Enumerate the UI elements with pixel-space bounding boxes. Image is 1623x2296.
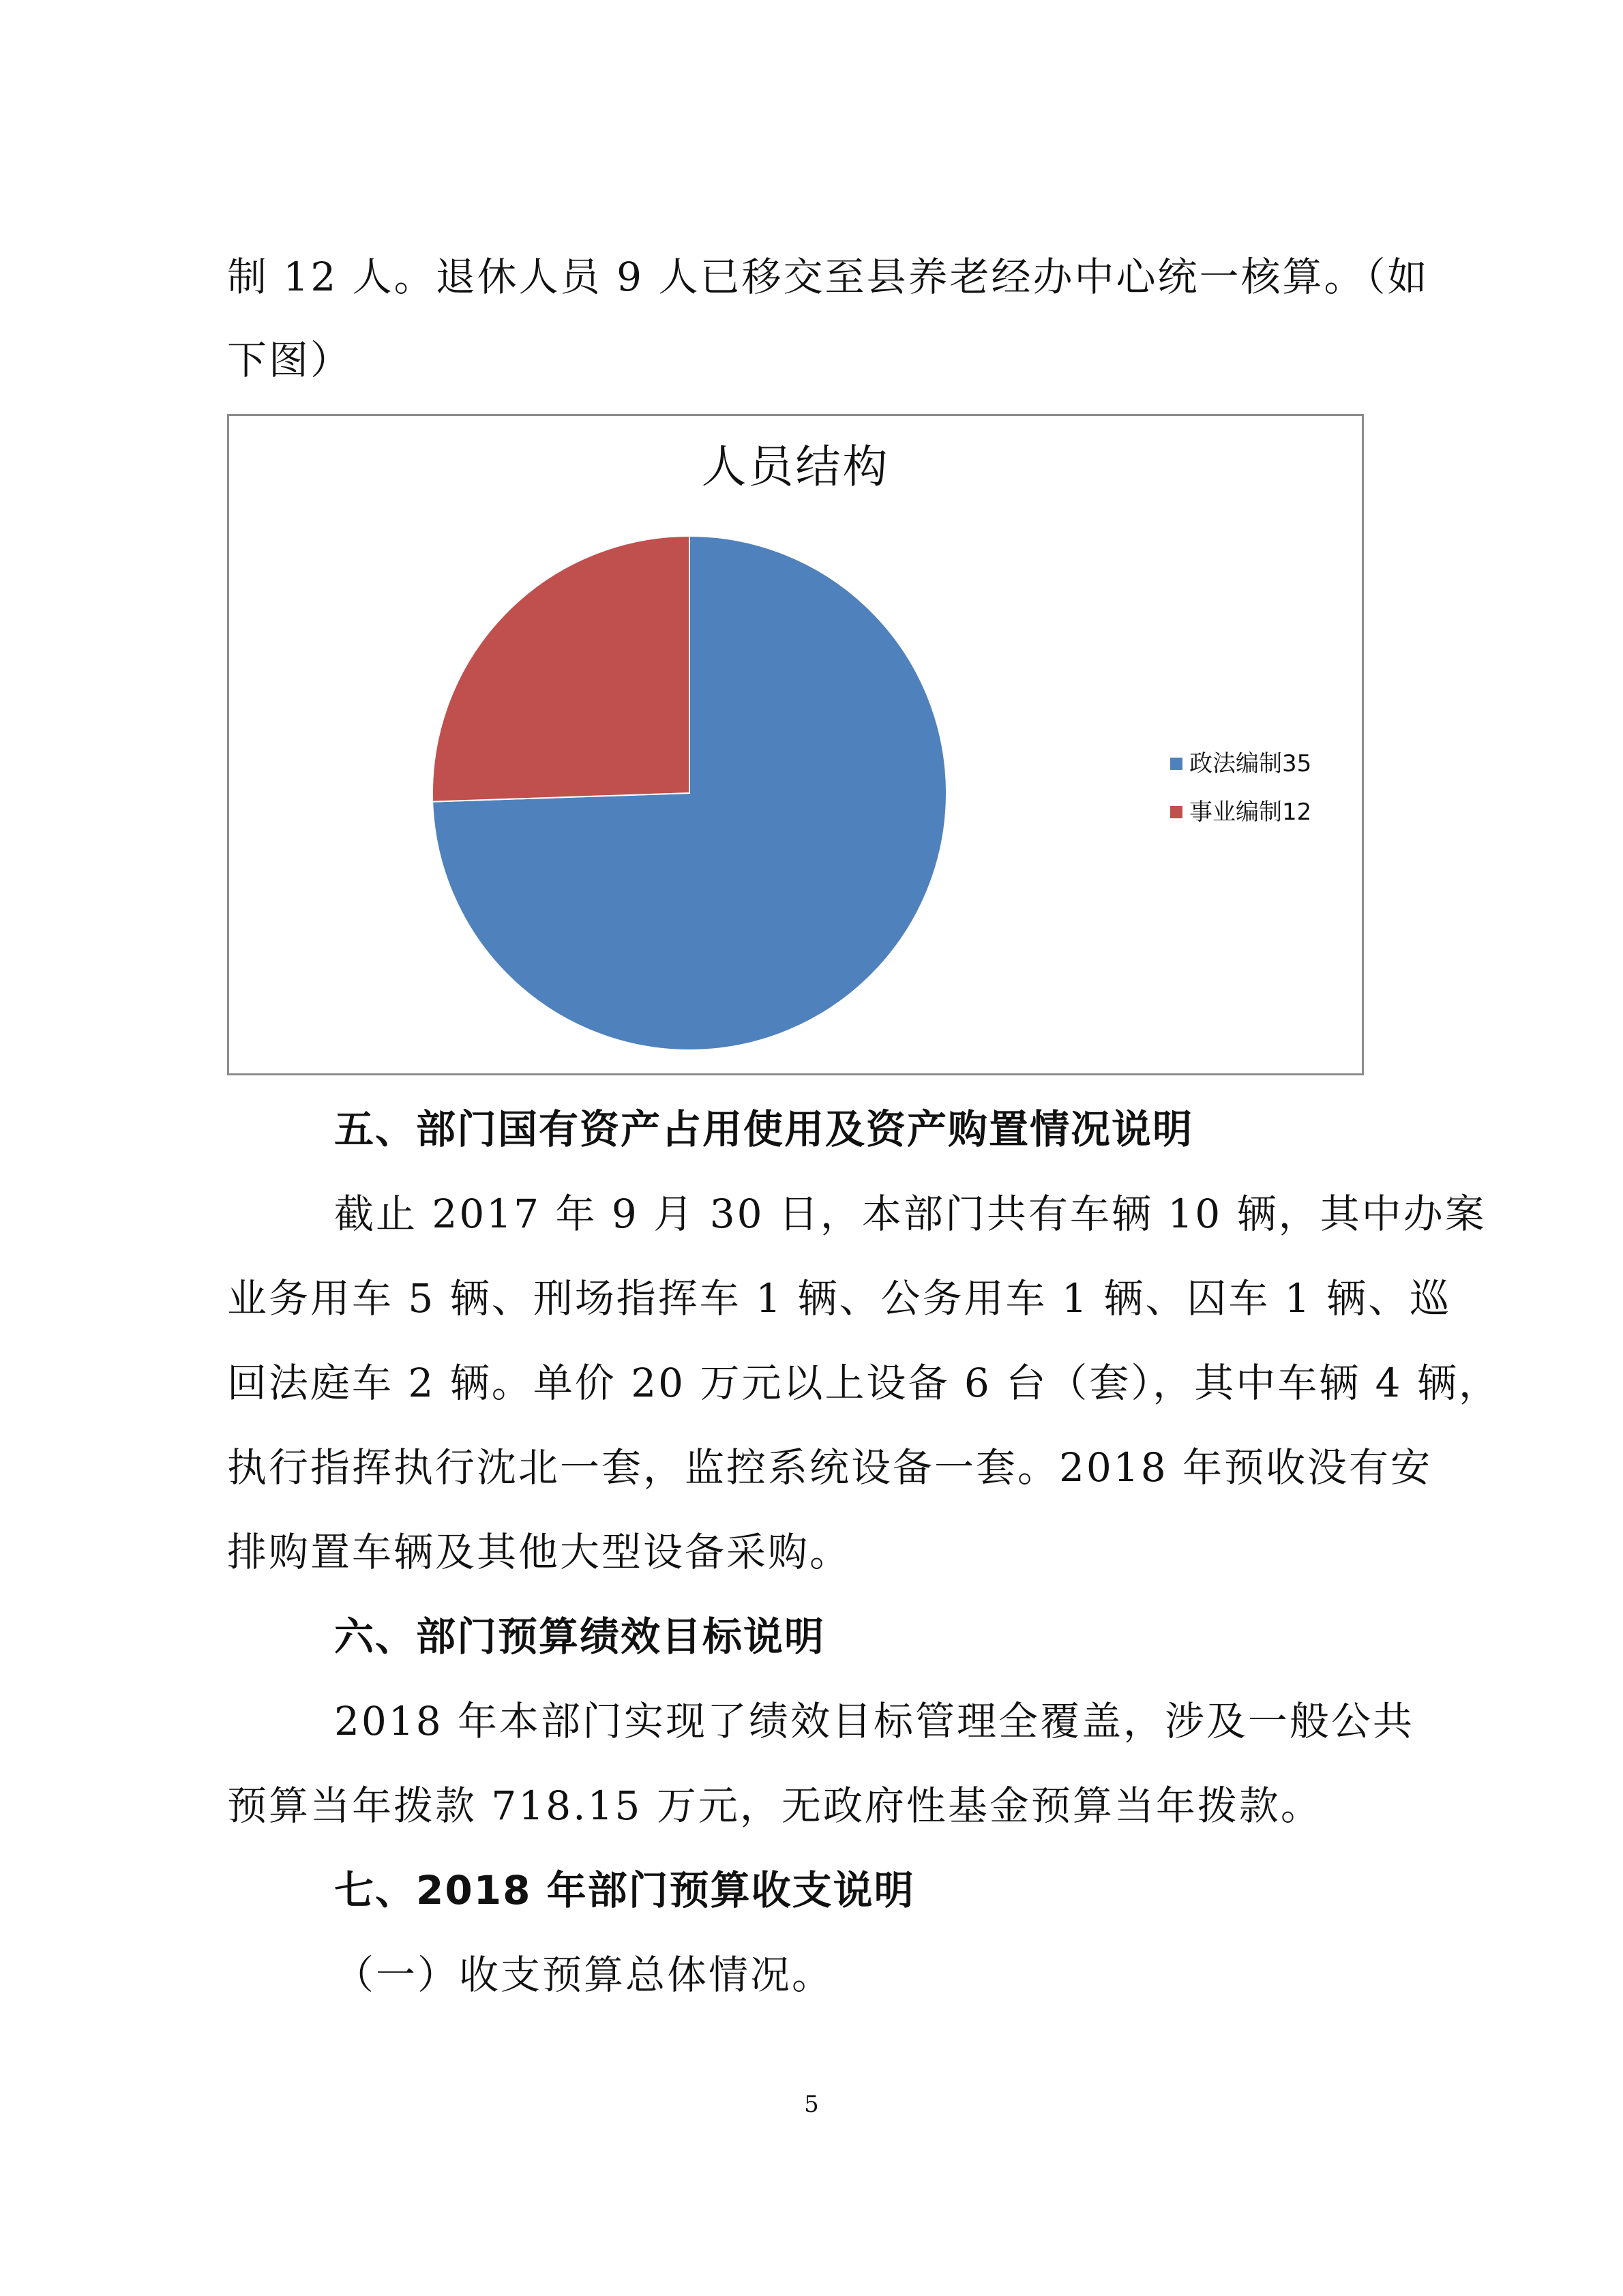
section6-line-2: 预算当年拨款 718.15 万元，无政府性基金预算当年拨款。: [227, 1783, 1322, 1829]
pie-chart-frame: [227, 414, 1364, 1075]
section-heading-7: 七、2018 年部门预算收支说明: [334, 1867, 915, 1913]
legend-label-0: 政法编制35: [1189, 750, 1312, 777]
paragraph-line-2: 下图）: [227, 337, 353, 383]
legend-item-1: [1170, 797, 1311, 827]
legend-item-0: [1170, 749, 1311, 779]
legend-swatch-1: [1170, 806, 1182, 818]
section-heading-6: 六、部门预算绩效目标说明: [334, 1613, 826, 1660]
chart-title: 人员结构: [701, 441, 890, 493]
pie-slice-1: [432, 536, 689, 802]
section-heading-5: 五、部门国有资产占用使用及资产购置情况说明: [334, 1106, 1194, 1152]
pie-chart: [229, 416, 1366, 1077]
paragraph-line-1: 制 12 人。退休人员 9 人已移交至县养老经办中心统一核算。（如: [227, 254, 1429, 300]
page-number: 5: [804, 2091, 819, 2118]
section7-subheading-1: （一）收支预算总体情况。: [334, 1952, 834, 1998]
section5-line-4: 执行指挥执行沈北一套，监控系统设备一套。2018 年预收没有安: [227, 1444, 1433, 1491]
section5-line-5: 排购置车辆及其他大型设备采购。: [227, 1529, 852, 1575]
legend-label-1: 事业编制12: [1189, 799, 1312, 826]
section6-line-1: 2018 年本部门实现了绩效目标管理全覆盖，涉及一般公共: [334, 1698, 1415, 1744]
legend-swatch-0: [1170, 758, 1182, 770]
section5-line-3: 回法庭车 2 辆。单价 20 万元以上设备 6 台（套），其中车辆 4 辆，: [227, 1360, 1501, 1406]
section5-line-2: 业务用车 5 辆、刑场指挥车 1 辆、公务用车 1 辆、囚车 1 辆、巡: [227, 1275, 1452, 1322]
section5-line-1: 截止 2017 年 9 月 30 日，本部门共有车辆 10 辆，其中办案: [334, 1191, 1487, 1237]
